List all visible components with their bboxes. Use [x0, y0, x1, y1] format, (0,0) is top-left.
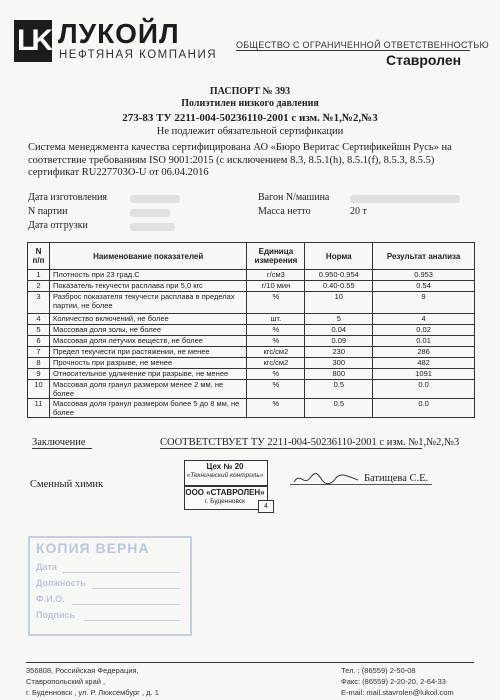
cell-name: Массовая доля золы, не более	[49, 325, 246, 336]
certification-note: Не подлежит обязательной сертификации	[156, 126, 344, 137]
cell-result: 1091	[373, 369, 475, 380]
copy-field-position: Должность	[36, 578, 86, 588]
table-row	[28, 281, 475, 292]
cell-unit: %	[247, 369, 305, 380]
cell-result: 286	[373, 347, 475, 358]
footer-fax: Факс: (86559) 2-20-20, 2-64-33	[341, 677, 446, 686]
cell-norm: 230	[305, 347, 373, 358]
cell-num: 2	[28, 281, 50, 292]
specification-table	[27, 242, 475, 418]
passport-number: ПАСПОРТ № 393	[209, 86, 291, 97]
header-divider	[236, 50, 470, 51]
footer-address-line1: 356808, Российская Федерация,	[26, 666, 139, 675]
cell-unit: %	[247, 336, 305, 347]
cell-result: 9	[373, 292, 475, 314]
col-header-result: Результат анализа	[373, 243, 475, 270]
table-row	[28, 314, 475, 325]
blurred-value	[130, 223, 175, 231]
cell-norm: 0.950-0.954	[305, 270, 373, 281]
brand-subtitle: НЕФТЯНАЯ КОМПАНИЯ	[59, 49, 218, 61]
table-row	[28, 358, 475, 369]
organization-name: Ставролен	[386, 52, 462, 68]
shipment-date-label: Дата отгрузки	[28, 220, 88, 231]
copy-field-date: Дата	[36, 562, 57, 572]
stamp-department-sub: «Технический контроль»	[186, 472, 264, 479]
product-spec: 273-83 ТУ 2211-004-50236110-2001 с изм. №1,№2,№3	[122, 112, 378, 124]
cell-norm: 0.5	[305, 399, 373, 418]
table-row	[28, 292, 475, 314]
cell-num: 6	[28, 336, 50, 347]
table-header-row	[28, 243, 475, 270]
blurred-value	[130, 195, 180, 203]
table-row	[28, 347, 475, 358]
cell-unit: %	[247, 325, 305, 336]
cell-result: 0.01	[373, 336, 475, 347]
cell-name: Массовая доля гранул размером менее 2 мм, не более	[49, 380, 246, 399]
cell-name: Относительное удлинение при разрыве, не менее	[49, 369, 246, 380]
copy-field-rule	[62, 572, 180, 573]
cell-unit: %	[247, 399, 305, 418]
cell-unit: г/см3	[247, 270, 305, 281]
copy-field-fullname: Ф.И.О.	[36, 594, 65, 604]
organization-type: ОБЩЕСТВО С ОГРАНИЧЕННОЙ ОТВЕТСТВЕННОСТЬЮ	[236, 40, 489, 50]
table-row	[28, 336, 475, 347]
table-row	[28, 399, 475, 418]
manufacture-date-label: Дата изготовления	[28, 192, 108, 203]
blurred-value	[350, 195, 460, 203]
cell-num: 11	[28, 399, 50, 418]
batch-label: N партии	[28, 206, 68, 217]
cell-result: 0.0	[373, 380, 475, 399]
stamp-department: Цех № 20	[206, 462, 244, 471]
cell-norm: 0.5	[305, 380, 373, 399]
conclusion-text: СООТВЕТСТВУЕТ ТУ 2211-004-50236110-2001 с изм. №1,№2,№3	[160, 437, 460, 448]
cell-norm: 5	[305, 314, 373, 325]
col-header-num: N п/п	[28, 243, 50, 270]
cell-result: 0.54	[373, 281, 475, 292]
cell-name: Предел текучести при растяжении, не менее	[49, 347, 246, 358]
cell-num: 9	[28, 369, 50, 380]
col-header-unit: Единица измерения	[247, 243, 305, 270]
brand-name: ЛУКОЙЛ	[58, 18, 180, 49]
cell-unit: %	[247, 380, 305, 399]
cell-norm: 300	[305, 358, 373, 369]
col-header-name: Наименование показателей	[49, 243, 246, 270]
cell-name: Массовая доля летучих веществ, не более	[49, 336, 246, 347]
table-row	[28, 369, 475, 380]
cell-result: 0.0	[373, 399, 475, 418]
copy-field-rule	[84, 620, 180, 621]
cell-unit: кгс/см2	[247, 358, 305, 369]
stamp-number: 4	[258, 500, 274, 513]
cell-unit: %	[247, 292, 305, 314]
conclusion-underline	[32, 448, 92, 449]
footer-phone: Тел. : (86559) 2-50-08	[341, 666, 416, 675]
cell-result: 0.953	[373, 270, 475, 281]
logo-mark: LK	[17, 24, 49, 57]
cell-num: 10	[28, 380, 50, 399]
footer-divider	[26, 662, 474, 663]
footer-email: E-mail: mail.stavrolen@lukoil.com	[341, 688, 454, 697]
cell-norm: 10	[305, 292, 373, 314]
lukoil-logo-icon	[14, 20, 52, 62]
cell-norm: 0.04	[305, 325, 373, 336]
handwritten-signature-icon	[292, 470, 362, 488]
cell-name: Плотность при 23 град.С	[49, 270, 246, 281]
cell-num: 4	[28, 314, 50, 325]
copy-field-signature: Подпись	[36, 610, 76, 620]
cell-name: Массовая доля гранул размером более 5 до 8 мм, не более	[49, 399, 246, 418]
product-name: Полиэтилен низкого давления	[181, 98, 319, 109]
conclusion-text-underline	[160, 448, 422, 449]
net-mass-value: 20 т	[350, 206, 367, 217]
cell-norm: 0.09	[305, 336, 373, 347]
cell-name: Прочность при разрыве, не менее	[49, 358, 246, 369]
wagon-label: Вагон N/машина	[258, 192, 330, 203]
conclusion-label: Заключение	[32, 437, 86, 448]
cell-result: 0.02	[373, 325, 475, 336]
signer-name: Батищева С.Е.	[364, 473, 429, 484]
blurred-value	[130, 209, 170, 217]
copy-field-rule	[92, 588, 180, 589]
copy-stamp-title: КОПИЯ ВЕРНА	[36, 540, 150, 556]
cell-norm: 0.40-0.55	[305, 281, 373, 292]
cell-name: Показатель текучести расплава при 5,0 кгс	[49, 281, 246, 292]
cell-num: 3	[28, 292, 50, 314]
stamp-organization: ООО «СТАВРОЛЕН»	[185, 488, 265, 497]
cell-norm: 800	[305, 369, 373, 380]
cell-num: 5	[28, 325, 50, 336]
col-header-norm: Норма	[305, 243, 373, 270]
signer-role: Сменный химик	[30, 479, 104, 490]
footer-address-line3: г. Буденновск , ул. Р. Люксембург , д. 1	[26, 688, 159, 697]
table-row	[28, 325, 475, 336]
cell-result: 4	[373, 314, 475, 325]
cell-num: 8	[28, 358, 50, 369]
cell-unit: шт.	[247, 314, 305, 325]
cell-num: 7	[28, 347, 50, 358]
quality-certification: Система менеджмента качества сертифицирована АО «Бюро Веритас Сертификейшн Русь» на соответствие требованиям ISO 9001:2015 (с исключением 8.3, 8.5.1(h), 8.5.1(f), 8.5.3, 8.5.5) сертификат RU227703O-U от 06.04.2016	[28, 142, 452, 178]
net-mass-label: Масса нетто	[258, 206, 311, 217]
table-row	[28, 270, 475, 281]
cell-num: 1	[28, 270, 50, 281]
cell-unit: г/10 мин	[247, 281, 305, 292]
footer-address-line2: Ставропольский край ,	[26, 677, 106, 686]
cell-result: 482	[373, 358, 475, 369]
cell-name: Количество включений, не более	[49, 314, 246, 325]
copy-field-rule	[72, 604, 180, 605]
cell-name: Разброс показателя текучести расплава в пределах партии, не более	[49, 292, 246, 314]
signature-line	[290, 484, 432, 485]
cell-unit: кгс/см2	[247, 347, 305, 358]
stamp-city: г. Буденновск	[204, 498, 246, 505]
table-row	[28, 380, 475, 399]
